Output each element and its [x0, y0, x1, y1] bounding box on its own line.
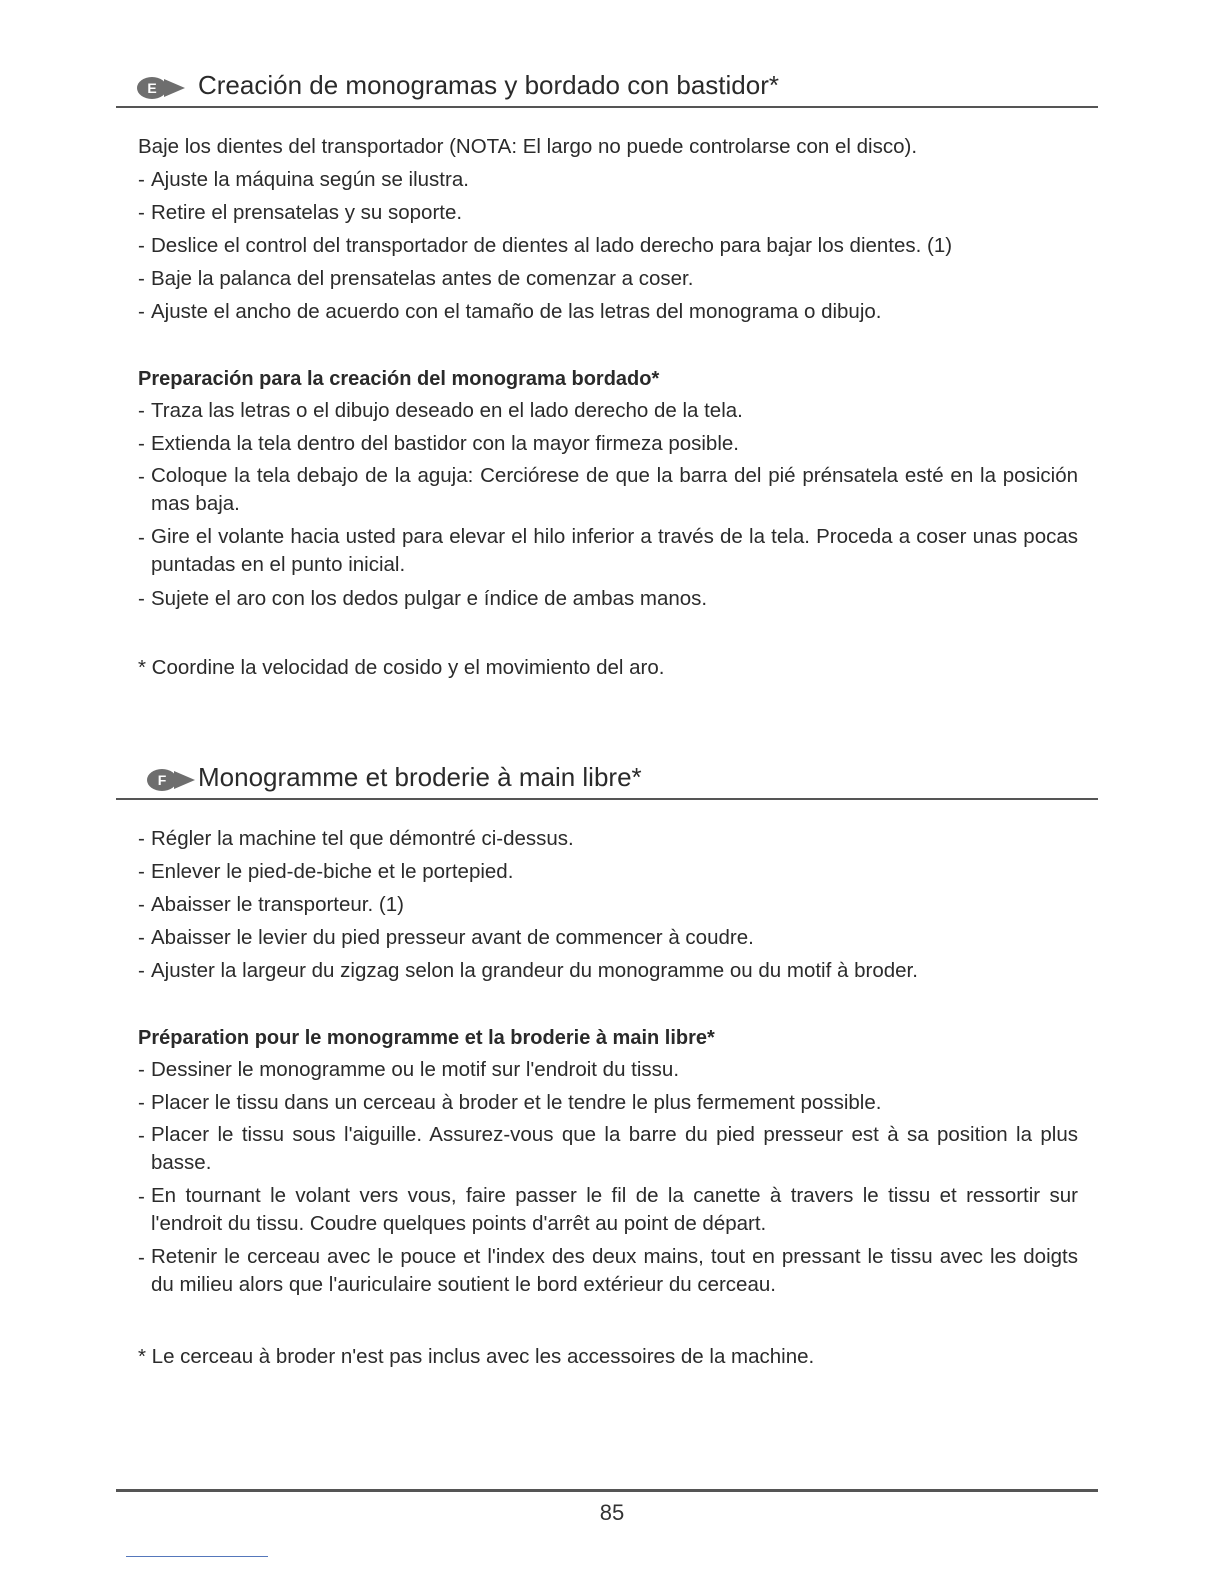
- list-item: - Enlever le pied-de-biche et le portepied.: [138, 860, 514, 883]
- list-item: - Ajuster la largeur du zigzag selon la grandeur du monogramme ou du motif à broder.: [138, 959, 918, 982]
- spanish-subheading: Preparación para la creación del monograma bordado*: [138, 368, 660, 390]
- list-item: - Retenir le cerceau avec le pouce et l'index des deux mains, tout en pressant le tissu avec les doigts du milieu alors que l'auriculaire soutient le bord extérieur du cerceau.: [138, 1245, 1078, 1296]
- list-item: - Sujete el aro con los dedos pulgar e índice de ambas manos.: [138, 587, 708, 610]
- list-item: - Gire el volante hacia usted para elevar el hilo inferior a través de la tela. Proceda a coser unas pocas puntadas en el punto inicial.: [138, 525, 1078, 576]
- french-body: [138, 822, 1088, 987]
- list-item: - Extienda la tela dentro del bastidor con la mayor firmeza posible.: [138, 432, 739, 455]
- corner-mark: [126, 1556, 268, 1557]
- french-prep-list: [138, 1053, 1078, 1302]
- list-item: - Retire el prensatelas y su soporte.: [138, 201, 463, 224]
- spanish-title: Creación de monogramas y bordado con bastidor*: [198, 70, 780, 100]
- page-number: 85: [599, 1500, 625, 1525]
- french-list: [138, 822, 1088, 987]
- list-item: - Baje la palanca del prensatelas antes de comenzar a coser.: [138, 267, 694, 290]
- footer-rule: [116, 1489, 1098, 1492]
- french-title: Monogramme et broderie à main libre*: [198, 762, 642, 792]
- list-item: - Régler la machine tel que démontré ci-dessus.: [138, 827, 574, 850]
- spanish-section: [116, 70, 1098, 108]
- list-item: - Placer le tissu sous l'aiguille. Assurez-vous que la barre du pied presseur est à sa position la plus basse.: [138, 1123, 1078, 1174]
- french-subheading: Préparation pour le monogramme et la broderie à main libre*: [138, 1027, 715, 1049]
- language-badge-e-icon: [136, 76, 186, 100]
- spanish-footnote: * Coordine la velocidad de cosido y el movimiento del aro.: [138, 656, 665, 679]
- list-item: - Coloque la tela debajo de la aguja: Cerciórese de que la barra del pié prénsatela esté en la posición mas baja.: [138, 464, 1078, 515]
- language-badge-f-icon: [146, 768, 196, 792]
- spanish-list: [138, 163, 1088, 328]
- spanish-body: [138, 130, 1088, 328]
- list-item: - En tournant le volant vers vous, faire passer le fil de la canette à travers le tissu et ressortir sur l'endroit du tissu. Coudre quelques points d'arrêt au point de départ.: [138, 1184, 1078, 1235]
- list-item: - Abaisser le levier du pied presseur avant de commencer à coudre.: [138, 926, 754, 949]
- list-item: - Placer le tissu dans un cerceau à broder et le tendre le plus fermement possible.: [138, 1091, 882, 1114]
- list-item: - Dessiner le monogramme ou le motif sur l'endroit du tissu.: [138, 1058, 680, 1081]
- french-prep: [138, 1023, 1078, 1302]
- spanish-intro: Baje los dientes del transportador (NOTA: El largo no puede controlarse con el disco).: [138, 135, 918, 158]
- french-section-header: [116, 762, 1098, 800]
- list-item: - Traza las letras o el dibujo deseado en el lado derecho de la tela.: [138, 399, 743, 422]
- french-footnote: * Le cerceau à broder n'est pas inclus avec les accessoires de la machine.: [138, 1345, 815, 1368]
- spanish-prep-list: [138, 394, 1078, 615]
- list-item: - Deslice el control del transportador de dientes al lado derecho para bajar los dientes. (1): [138, 234, 953, 257]
- spanish-section-header: [116, 70, 1098, 108]
- badge-letter: F: [157, 772, 167, 788]
- list-item: - Ajuste el ancho de acuerdo con el tamaño de las letras del monograma o dibujo.: [138, 300, 882, 323]
- spanish-prep: [138, 364, 1078, 615]
- french-section: [116, 762, 1098, 800]
- list-item: - Abaisser le transporteur. (1): [138, 893, 404, 916]
- badge-letter: E: [147, 80, 157, 96]
- list-item: - Ajuste la máquina según se ilustra.: [138, 168, 469, 191]
